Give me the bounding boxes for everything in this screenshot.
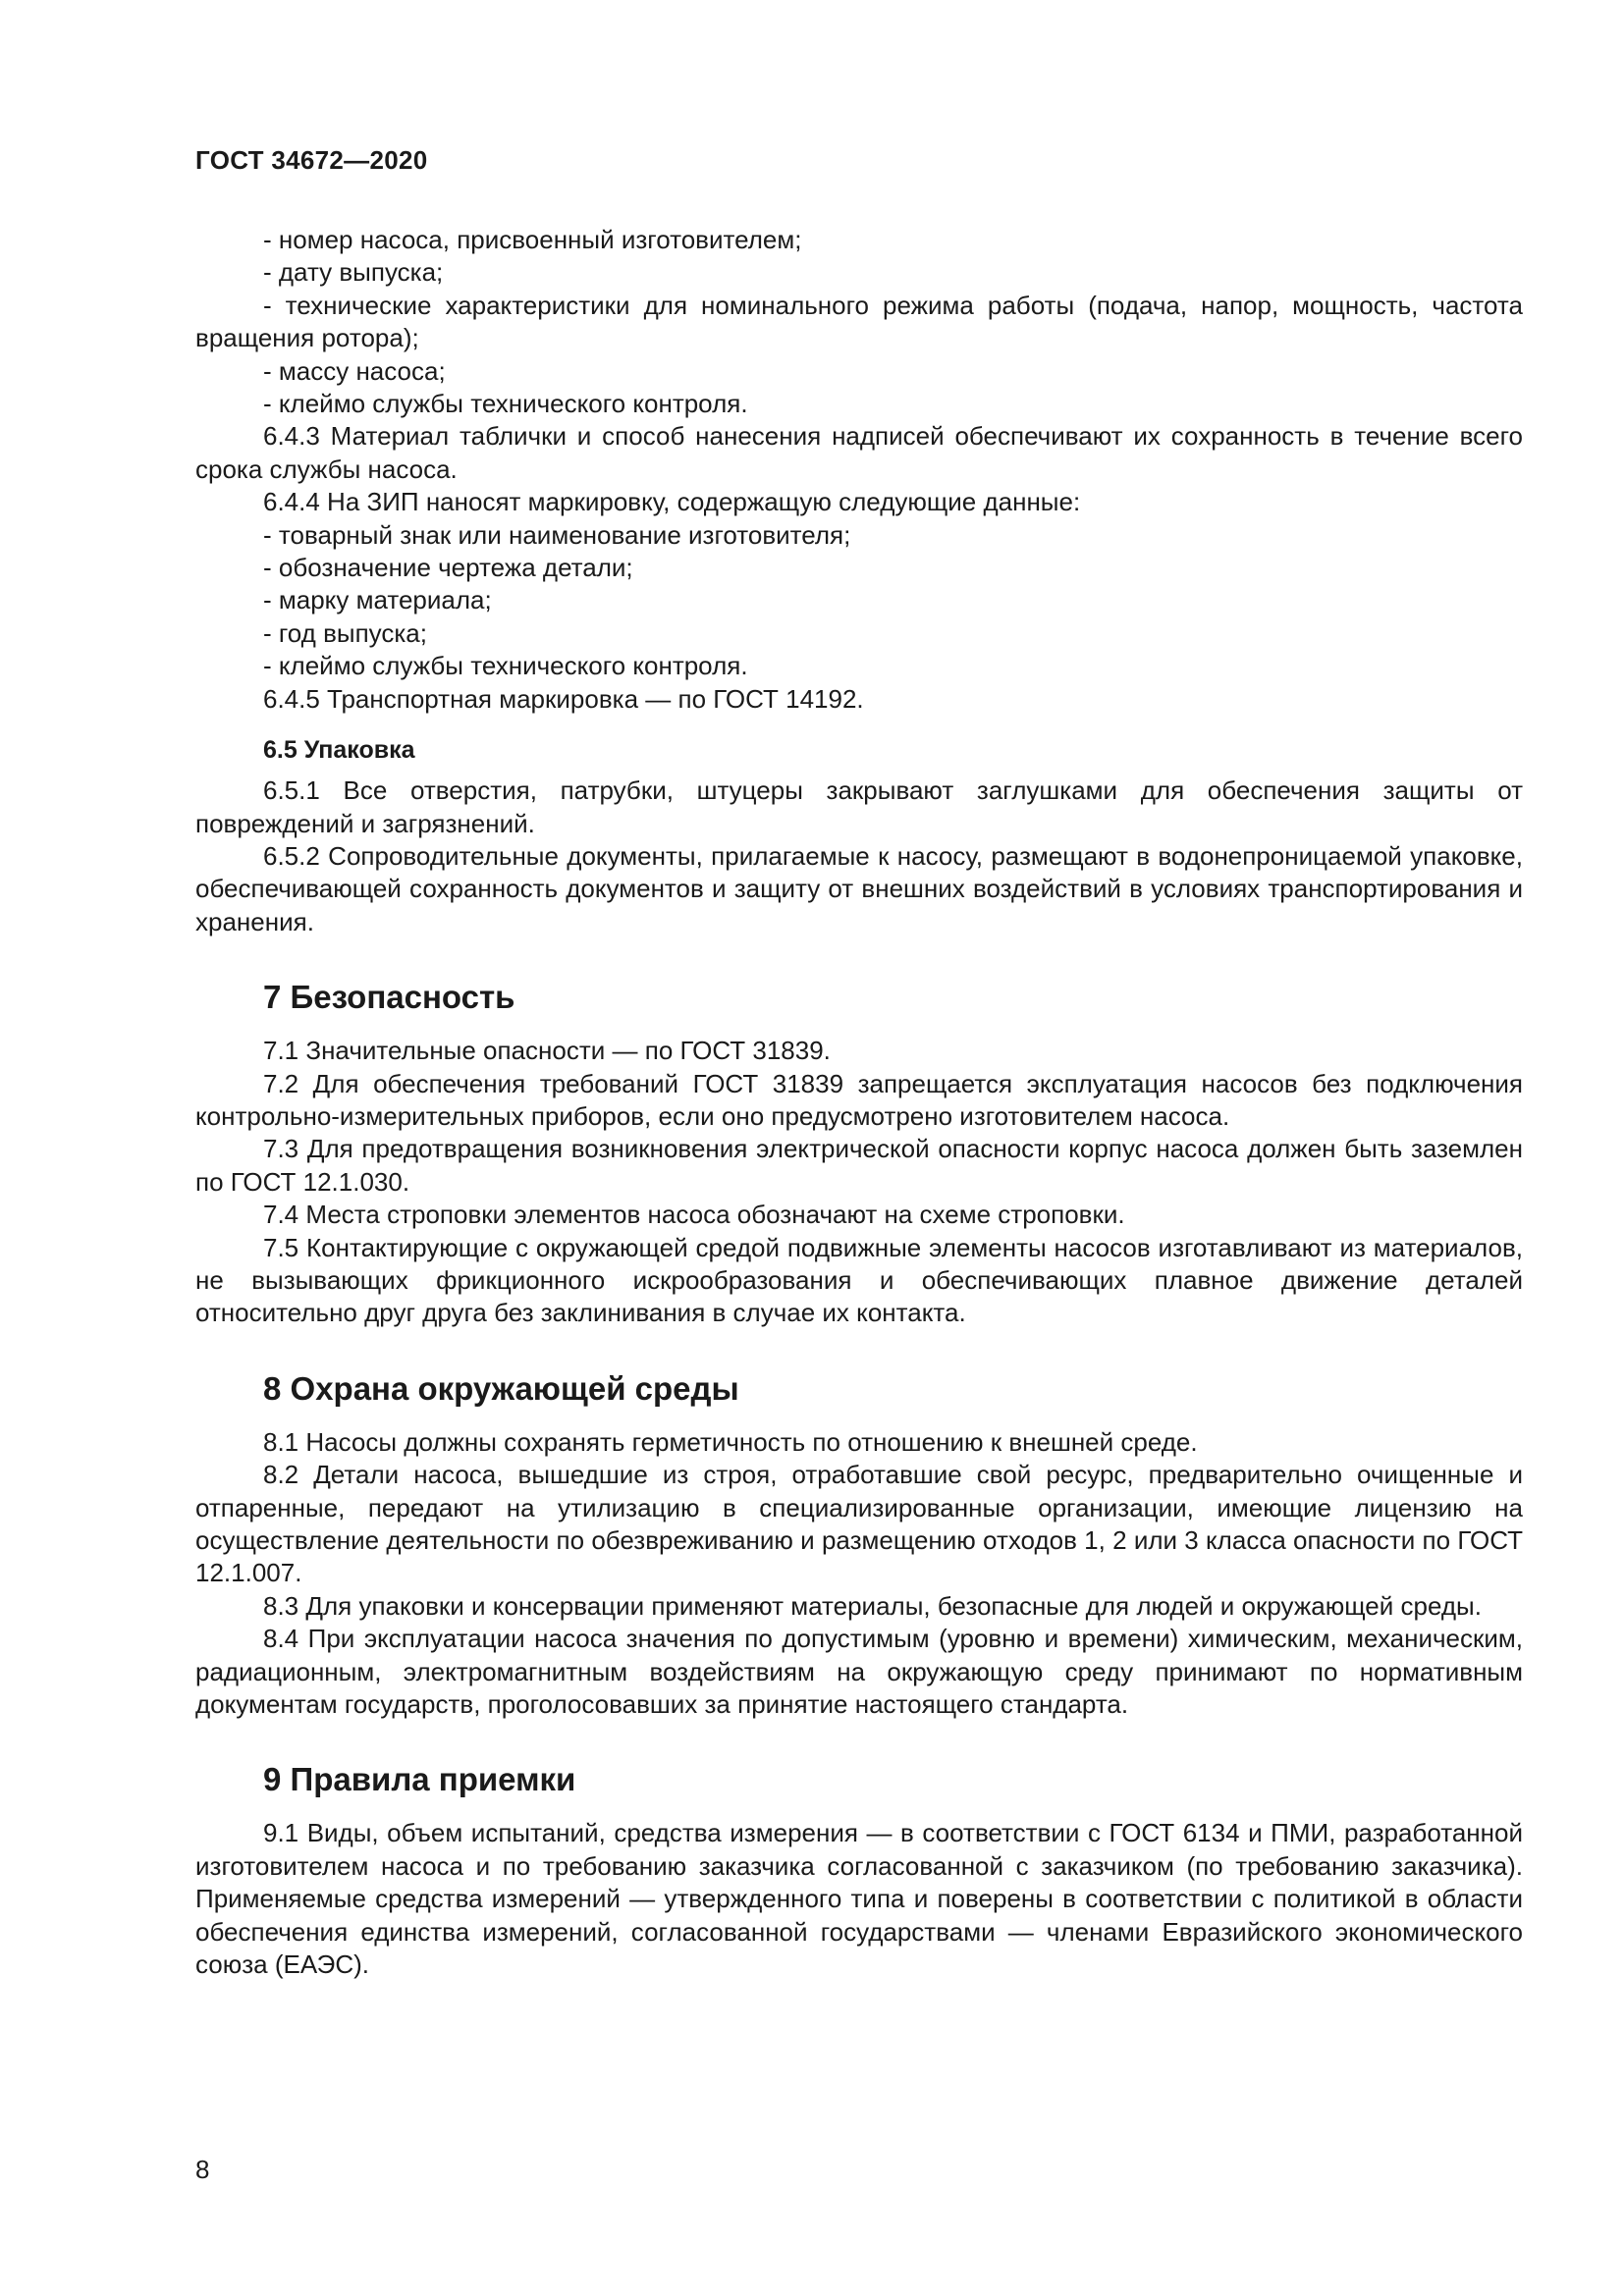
section-9 <box>195 1817 1523 1981</box>
paragraph: 7.3 Для предотвращения возникновения электрической опасности корпус насоса должен быть заземлен по ГОСТ 12.1.030. <box>195 1134 1523 1197</box>
subsection-6-5 <box>195 774 1523 938</box>
paragraph: 8.1 Насосы должны сохранять герметичность по отношению к внешней среде. <box>263 1426 1198 1457</box>
section-title-8: 8 Охрана окружающей среды <box>263 1369 739 1407</box>
section-8 <box>195 1426 1523 1722</box>
list-item: - номер насоса, присвоенный изготовителем; <box>263 225 802 254</box>
page-number: 8 <box>195 2155 210 2184</box>
paragraph: 6.5.2 Сопроводительные документы, прилагаемые к насосу, размещают в водонепроницаемой упаковке, обеспечивающей сохранность документов и защиту от внешних воздействий в условиях транспортирования и хранения. <box>195 840 1523 936</box>
list-item: - массу насоса; <box>263 355 446 386</box>
list-item: - обозначение чертежа детали; <box>263 553 633 583</box>
section-title-9: 9 Правила приемки <box>263 1761 576 1798</box>
document-header: ГОСТ 34672—2020 <box>195 145 428 175</box>
paragraph: 7.5 Контактирующие с окружающей средой подвижные элементы насосов изготавливают из материалов, не вызывающих фрикционного искрообразования и обеспечивающих плавное движение деталей относительно друг друга без заклинивания в случае их контакта. <box>195 1232 1523 1328</box>
list-item: - клеймо службы технического контроля. <box>263 389 748 419</box>
paragraph: 7.1 Значительные опасности — по ГОСТ 31839. <box>263 1036 831 1066</box>
paragraph: 7.2 Для обеспечения требований ГОСТ 31839 запрещается эксплуатация насосов без подключения контрольно-измерительных приборов, если оно предусмотрено изготовителем насоса. <box>195 1068 1523 1131</box>
marking-list-block <box>195 224 1523 716</box>
paragraph: 7.4 Места строповки элементов насоса обозначают на схеме строповки. <box>263 1200 1125 1230</box>
paragraph: 8.4 При эксплуатации насоса значения по допустимым (уровню и времени) химическим, механическим, радиационным, электромагнитным воздействиям на окружающую среду принимают по нормативным документам государств, проголосовавших за принятие настоящего стандарта. <box>195 1624 1523 1720</box>
subsection-title-6-5: 6.5 Упаковка <box>263 736 415 765</box>
section-7 <box>195 1035 1523 1330</box>
list-item: - дату выпуска; <box>263 257 444 288</box>
list-item: - марку материала; <box>263 585 492 615</box>
paragraph: 8.2 Детали насоса, вышедшие из строя, отработавшие свой ресурс, предварительно очищенные и отпаренные, передают на утилизацию в специализированные организации, имеющие лицензию на осуществление деятельности по обезвреживанию и размещению отходов 1, 2 или 3 класса опасности по ГОСТ 12.1.007. <box>195 1460 1523 1588</box>
page-content <box>195 224 1523 1981</box>
paragraph: 6.4.3 Материал таблички и способ нанесения надписей обеспечивают их сохранность в течение всего срока службы насоса. <box>195 421 1523 484</box>
paragraph: 9.1 Виды, объем испытаний, средства измерения — в соответствии с ГОСТ 6134 и ПМИ, разработанной изготовителем насоса и по требованию заказчика согласованной с заказчиком (по требованию заказчика). Применяемые средства измерений — утвержденного типа и поверены в соответствии с политикой в области обеспечения единства измерений, согласованной государствами — членами Евразийского экономического союза (ЕАЭС). <box>195 1818 1523 1980</box>
paragraph: 6.5.1 Все отверстия, патрубки, штуцеры закрывают заглушками для обеспечения защиты от повреждений и загрязнений. <box>195 775 1523 838</box>
list-item: - технические характеристики для номинального режима работы (подача, напор, мощность, частота вращения ротора); <box>195 290 1523 353</box>
paragraph: 8.3 Для упаковки и консервации применяют материалы, безопасные для людей и окружающей среды. <box>263 1590 1482 1621</box>
paragraph: 6.4.4 На ЗИП наносят маркировку, содержащую следующие данные: <box>263 487 1081 517</box>
paragraph: 6.4.5 Транспортная маркировка — по ГОСТ 14192. <box>263 683 864 714</box>
list-item: - клеймо службы технического контроля. <box>263 651 748 681</box>
list-item: - товарный знак или наименование изготовителя; <box>263 519 851 550</box>
list-item: - год выпуска; <box>263 617 427 648</box>
section-title-7: 7 Безопасность <box>263 979 515 1016</box>
